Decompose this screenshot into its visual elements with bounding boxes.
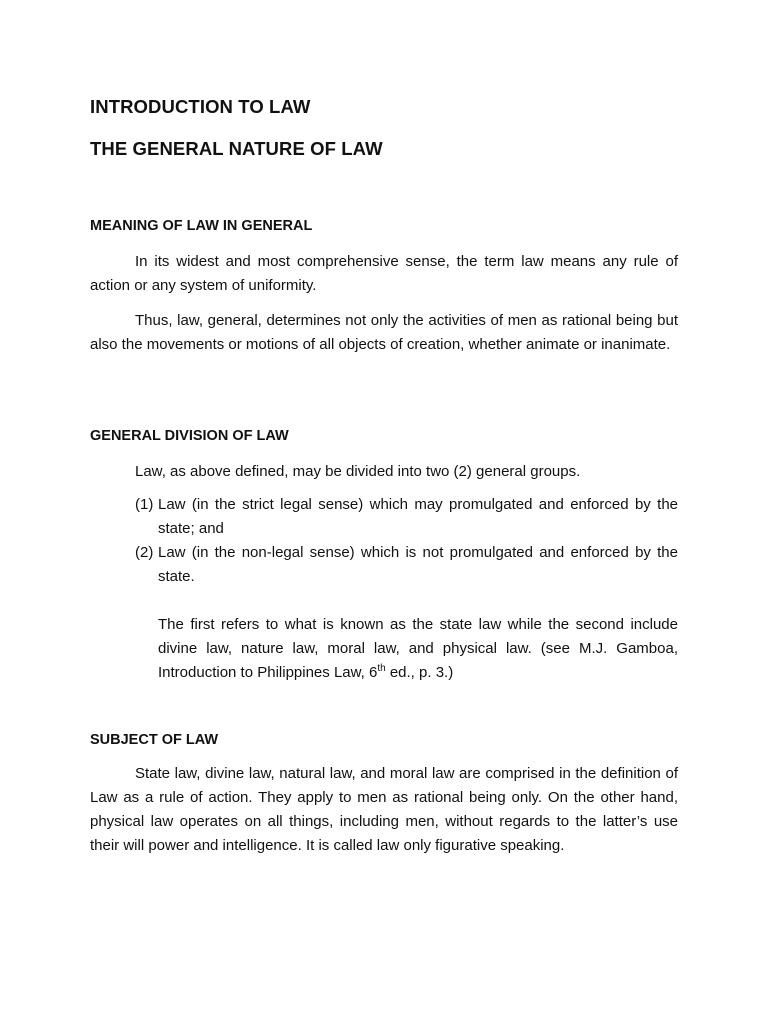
section-heading-division: GENERAL DIVISION OF LAW xyxy=(90,428,289,444)
list-item-2 xyxy=(135,541,678,589)
document-title: INTRODUCTION TO LAW xyxy=(90,96,311,117)
meaning-paragraph-2-text: Thus, law, general, determines not only the activities of men as rational being but also the movements or motions of all objects of creation, whether animate or inanimate. xyxy=(90,312,678,353)
document-subtitle: THE GENERAL NATURE OF LAW xyxy=(90,138,383,159)
division-note xyxy=(158,613,678,685)
division-note-tail: ed., p. 3.) xyxy=(385,664,454,681)
list-item-1 xyxy=(135,493,678,541)
subject-paragraph-1 xyxy=(90,762,678,858)
division-intro-text: Law, as above defined, may be divided into two (2) general groups. xyxy=(135,463,581,480)
meaning-paragraph-1-text: In its widest and most comprehensive sense, the term law means any rule of action or any system of uniformity. xyxy=(90,253,678,294)
section-heading-meaning: MEANING OF LAW IN GENERAL xyxy=(90,218,313,234)
division-intro xyxy=(90,460,678,484)
subject-paragraph-1-text: State law, divine law, natural law, and moral law are comprised in the definition of Law as a rule of action. They apply to men as rational being only. On the other hand, physical law operates on all things, including men, without regards to the latter’s use their will power and intelligence. It is called law only figurative speaking. xyxy=(90,765,678,854)
list-item-2-text: Law (in the non-legal sense) which is not promulgated and enforced by the state. xyxy=(158,544,678,585)
section-heading-subject: SUBJECT OF LAW xyxy=(90,732,219,748)
list-item-1-number: (1) xyxy=(135,496,154,513)
meaning-paragraph-2 xyxy=(90,309,678,357)
division-note-text: The first refers to what is known as the state law while the second include divine law, nature law, moral law, and physical law. (see M.J. Gamboa, Introduction to Philippines Law, 6 xyxy=(158,616,678,681)
division-note-superscript: th xyxy=(377,663,386,674)
meaning-paragraph-1 xyxy=(90,250,678,298)
list-item-2-number: (2) xyxy=(135,544,154,561)
list-item-1-text: Law (in the strict legal sense) which may promulgated and enforced by the state; and xyxy=(158,496,678,537)
